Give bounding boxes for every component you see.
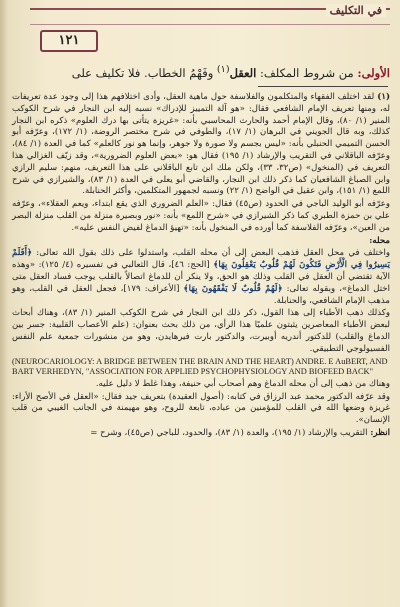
footnote-paragraph-3 — [12, 248, 390, 307]
footnote-paragraph-6: وقد عرّفه الدكتور محمد عبد الرزاق في كتابه: (أصول العقيدة) بتعريف جيد فقال: «العقل في الأصح الأراء: غريزة وضعها الله في القلب للمؤمنين من عباده، تابعة للروح، وهو مهيمنة في الجانب الغيبي من قلب الإنسان». — [12, 391, 390, 426]
page-header — [14, 6, 390, 50]
footnote-text-3a: واختلف في محل العقل فذهب البعض إلى أن محله القلب، واستدلوا على ذلك بقول الله تعالى: — [32, 248, 390, 259]
footnote-text-3b: [الحج: ٤٦]، قال الثعالبي في تفسيره (٤/ ١٢٥): «وهذه الآية تقتضي أن العقل في القلب وذلك هو الحق، ولا ينكر أن للدماغ اتصالاً بالقلب يوجب فساد العقل متى اختل الدماغ»، وبقوله تعالى: — [12, 260, 391, 294]
main-text-emphasis: العقل — [229, 65, 257, 80]
section-title: في التكليف — [326, 4, 386, 17]
page-number: ١٢١ — [40, 30, 98, 52]
footnote-sources — [12, 428, 390, 440]
footnote-text-3c: [الأعراف: ١٧٩]، فجعل العقل في القلب، وهو مذهب الإمام الشافعي، والحنابلة. — [12, 283, 390, 306]
footnote-paragraph-2: وعرّفه أبو الوليد الباجي في الحدود (ص٤٥) فقال: «العلم الضروري الذي يقع ابتداء، ويعم العقلاء»، وعرّفه علي بن حمزة الطبري كما ذكر الشيرازي في «شرح اللمع» بأنه: «نور وبصيرة منزلة من القلب منزلة البصر من العين»، وعرّفه الفلاسفة كما أورده في المنخول بأنه: «تهيؤ الدماغ لفيض النفس عليه». — [12, 199, 390, 233]
main-text-part-1: من شروط المكلف: — [256, 65, 358, 80]
footnote-paragraph-1 — [12, 92, 390, 198]
footnote-reference: (١) — [216, 64, 230, 75]
footnote-paragraph-4: وكذلك ذهب الأطباء إلى هذا القول، ذكر ذلك ابن النجار في شرح الكوكب المنير (١/ ٨٣)، وهناك أبحاث لبعض الأطباء المعاصرين يثبتون علميًا هذا الرأي، من ذلك بحث بعنوان: (علم الأعصاب القلبية: جسر بين الدماغ والقلب) للدكتور أندريه أوبيرت، والدكتور بارت فيرهايدن، وهو من منشورات جمعية علم النفس الفسيولوجي التطبيقي. — [12, 308, 390, 354]
footnote-marker: (١) — [377, 92, 391, 102]
main-text-part-2: وفَهْمُ الخطاب. فلا تكليف على — [71, 65, 217, 80]
point-label: الأولى: — [357, 65, 390, 80]
quran-verse-1: ﴿أَفَلَمْ يَسِيرُوا فِي الْأَرْضِ فَتَكُونَ لَهُمْ قُلُوبٌ يَعْقِلُونَ بِهَا﴾ — [12, 248, 390, 271]
sources-text: التقريب والإرشاد (١/ ١٩٥)، والعدة (١/ ٨٣)، والحدود، للباجي (ص٤٥)، وشرح = — [90, 427, 371, 438]
quran-verse-2: ﴿لَهُمْ قُلُوبٌ لَا يَفْقَهُونَ بِهَا﴾ — [183, 283, 283, 294]
footnote-text-1: لقد اختلف الفقهاء والمتكلمون والفلاسفة حول ماهية العقل، وأدى اختلافهم هذا إلى وجود عدة تعريفات له، ومنها تعريف الإمام الشافعي فقال: «هو آلة التمييز للإدراك» نسبه إليه ابن النجار في شرح الكوكب المنير (١/ ٨٠)، وقال الإمام أحمد والحارث المحاسبي بأنه: «غريزة يتأتى بها درك العلوم» ذكره ابن النجار كذلك، وبه قال الجويني في البرهان (١/ ١٧)، والطوفي في شرح مختصر الروضة، (١/ ١٧٢)، وعرّفه أبو الحسن التميمي الحنبلي بأنه: «ليس بجسم ولا صورة ولا جوهر، وإنما هو نور كالعلم» كما في العدة (١/ ٨٤)، وعرّفه الباقلاني في التقريب والإرشاد (١/ ١٩٥) فقال هو: «بعض العلوم الضرورية»، وقد زيّف الغزالي هذا التعريف في (المنخول» (ص٣٢، ٣٣)، ولكن ملك ابن تابع الباقلاني على هذا التعريف، منهم: سليم الرازي وابن الصباغ الشافعيان كما ذكر ذلك ابن النجار، والقاضي أبو يعلى في العدة (١/ ٨٣)، والشيرازي في شرح اللمع (١/ ١٥١)، وابن عقيل في الواضح (١/ ٢٢) ونسبه لجمهور المتكلمين، وأكثر الحنابلة. — [12, 92, 390, 197]
main-text-line — [18, 64, 390, 80]
footnotes-block — [12, 92, 390, 441]
sources-label: انظر: — [370, 427, 390, 438]
english-citation: (NEUROCARIOLOGY: A BRIDGE BETWEEN THE BRAIN AND THE HEART) ANDRE. E AuBERT, AND BART VERHEDYN, "ASSOCIATION FOR APPLIED PSYCHOPHYSIOLOGY AND BIOFEED BACK" — [12, 356, 388, 377]
footnote-paragraph-5: وهناك من ذهب إلى أن محله الدماغ وهم أصحاب أبي حنيفة، وهذا غلط لا دليل عليه. — [95, 378, 390, 389]
footnote-separator — [258, 86, 388, 87]
page-binding-edge — [0, 0, 8, 607]
footnote-subheading: محله: — [369, 235, 390, 246]
